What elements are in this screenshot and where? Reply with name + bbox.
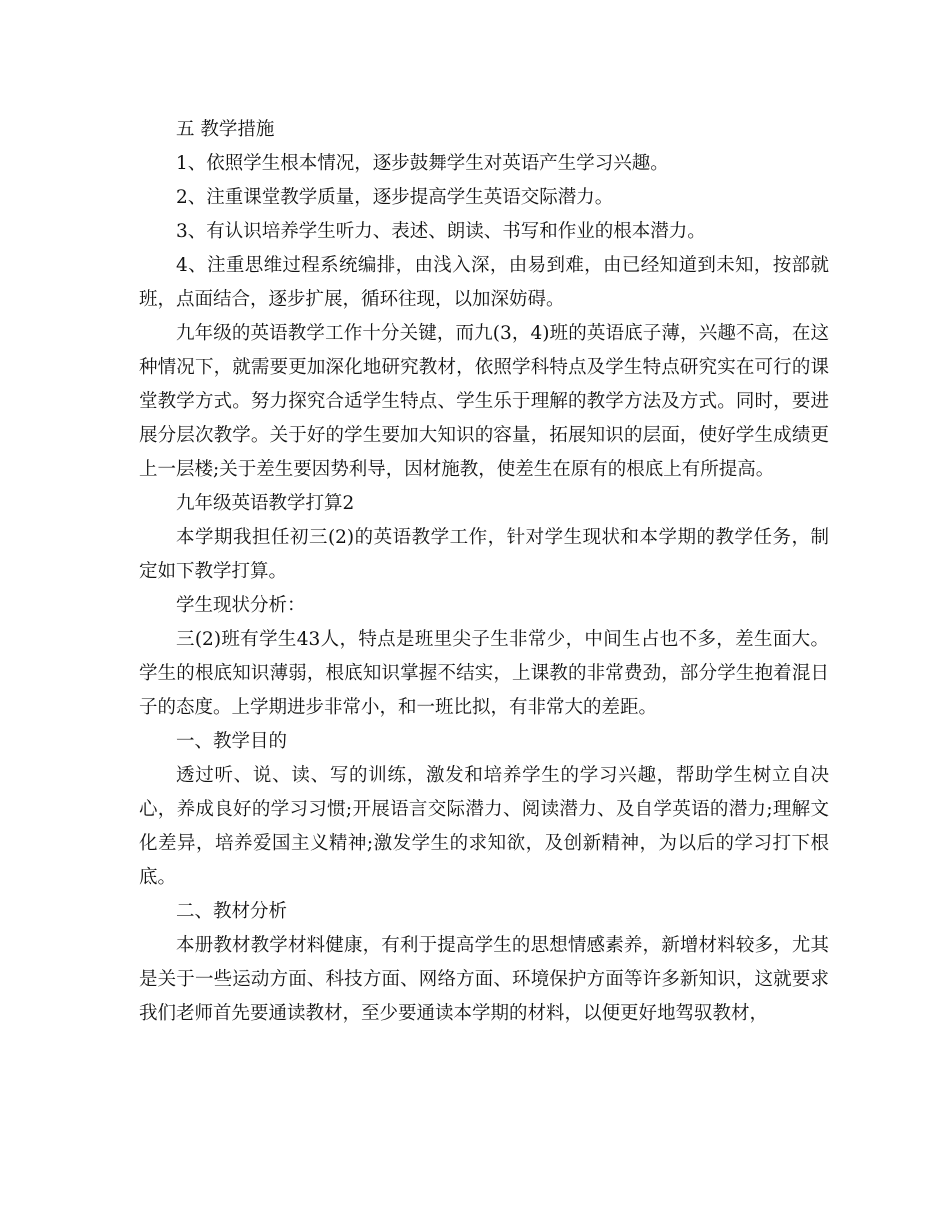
grade-nine-summary-paragraph: 九年级的英语教学工作十分关键，而九(3，4)班的英语底子薄，兴趣不高，在这种情况下，就需要更加深化地研究教材，依照学科特点及学生特点研究实在可行的课堂教学方式。努力探究合适学生特点、学生乐于理解的教学方法及方式。同时，要进展分层次教学。关于好的学生要加大知识的容量，拓展知识的层面，使好学生成绩更上一层楼;关于差生要因势利导，因材施教，使差生在原有的根底上有所提高。: [139, 323, 829, 480]
student-status-heading: 学生现状分析：: [176, 595, 306, 616]
plan-2-title: 九年级英语教学打算2: [176, 493, 355, 514]
teaching-goals-paragraph: 透过听、说、读、写的训练，激发和培养学生的学习兴趣，帮助学生树立自决心，养成良好的学习习惯;开展语言交际潜力、阅读潜力、及自学英语的潜力;理解文化差异，培养爱国主义精神;激发学生的求知欲，及创新精神，为以后的学习打下根底。: [139, 765, 829, 888]
textbook-analysis-paragraph: 本册教材教学材料健康，有利于提高学生的思想情感素养，新增材料较多，尤其是关于一些运动方面、科技方面、网络方面、环境保护方面等许多新知识，这就要求我们老师首先要通读教材，至少要通读本学期的材料，以便更好地驾驭教材，: [139, 935, 829, 1024]
plan-2-intro-paragraph: 本学期我担任初三(2)的英语教学工作，针对学生现状和本学期的教学任务，制定如下教学打算。: [139, 527, 829, 582]
measure-item-4: 4、注重思维过程系统编排，由浅入深，由易到难，由已经知道到未知，按部就班，点面结合，逐步扩展，循环往现，以加深妨碍。: [139, 255, 829, 310]
measure-item-1: 1、依照学生根本情况，逐步鼓舞学生对英语产生学习兴趣。: [176, 153, 669, 174]
measure-item-3: 3、有认识培养学生听力、表述、朗读、书写和作业的根本潜力。: [176, 221, 706, 242]
textbook-analysis-heading: 二、教材分析: [176, 901, 288, 922]
document-body: [139, 113, 829, 1031]
section-heading-teaching-measures: 五 教学措施: [176, 119, 275, 140]
student-status-paragraph: 三(2)班有学生43人，特点是班里尖子生非常少，中间生占也不多，差生面大。学生的根底知识薄弱，根底知识掌握不结实，上课教的非常费劲，部分学生抱着混日子的态度。上学期进步非常小，和一班比拟，有非常大的差距。: [139, 629, 829, 718]
teaching-goals-heading: 一、教学目的: [176, 731, 288, 752]
measure-item-2: 2、注重课堂教学质量，逐步提高学生英语交际潜力。: [176, 187, 614, 208]
